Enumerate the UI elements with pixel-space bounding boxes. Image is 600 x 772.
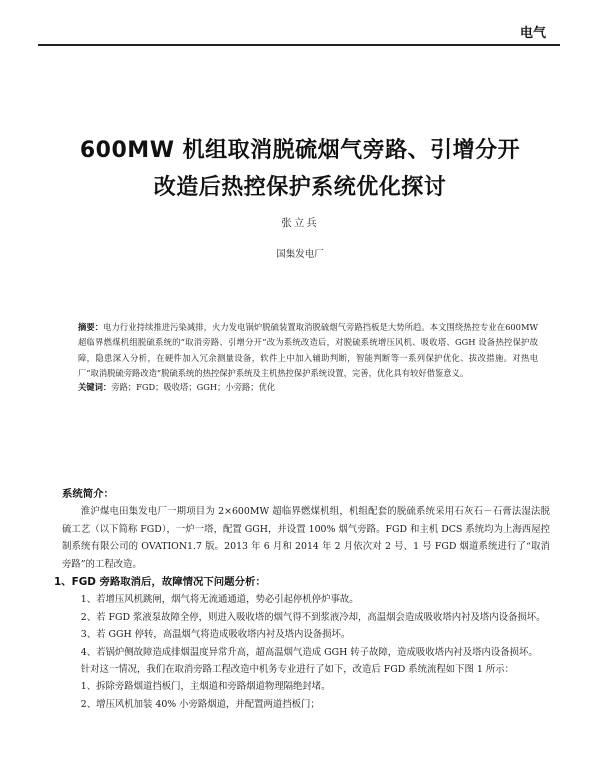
- followup-paragraph: 针对这一情况，我们在取消旁路工程改造中机务专业进行了如下，改造后 FGD 系统流程如下图 1 所示：: [80, 664, 514, 676]
- article-title-line-1: 600MW 机组取消脱硫烟气旁路、引增分开: [79, 138, 521, 163]
- keywords-block: [78, 380, 538, 395]
- header-divider: [38, 44, 560, 46]
- list-item: 4、若锅炉侧故障造成排烟温度异常升高，超高温烟气造成 GGH 转子故障，造成吸收塔内衬及塔内设备损坏。: [80, 646, 538, 658]
- abstract-text: 电力行业持续推进污染减排，火力发电锅炉脱硫装置取消脱硫烟气旁路挡板是大势所趋。本文围绕热控专业在600MW 超临界燃煤机组脱硫系统的“取消旁路、引增分开”改为系统改造后，对脱硫系统增压风机、吸收塔、GGH 设备热控保护故障，隐患深入分析，在硬件加入冗余测量设备，软件上中加入辅助判断，智能判断等一系列保护优化、拔改措施。对热电厂“取消脱硫旁路改造”脱硫系统的热控保护系统及主机热控保护系统设置，完善，优化具有较好借鉴意义。: [78, 322, 538, 379]
- article-body: [54, 486, 550, 713]
- abstract-label: 摘要：: [78, 322, 104, 332]
- list-item: 1、拆除旁路烟道挡板门，主烟道和旁路烟道物理隔绝封堵。: [80, 681, 331, 693]
- keywords-label: 关键词：: [78, 382, 112, 392]
- keywords-text: 旁路；FGD；吸收塔；GGH；小旁路；优化: [111, 382, 276, 392]
- list-item: 1、若增压风机跳闸，烟气将无流通通道，势必引起停机停炉事故。: [80, 594, 359, 606]
- journal-section-tag: 电气: [519, 26, 546, 41]
- intro-paragraph: 淮沪煤电田集发电厂一期项目为 2×600MW 超临界燃煤机组，机组配套的脱硫系统采用石灰石－石膏法湿法脱硫工艺（以下简称 FGD），一炉一塔，配置 GGH，并设置 100% 烟气旁路。FGD 和主机 DCS 系统均为上海西屋控制系统有限公司的 OVATION1.7 版。2013 年 6 月和 2014 年 2 月依次对 2 号、1 号 FGD 烟道系统进行了“取消旁路”的工程改造。: [62, 506, 550, 570]
- article-title-line-2: 改造后热控保护系统优化探讨: [153, 175, 447, 200]
- intro-heading: 系统简介：: [62, 488, 114, 500]
- abstract-block: [78, 320, 538, 382]
- list-item: 3、若 GGH 停转，高温烟气将造成吸收塔内衬及塔内设备损坏。: [80, 629, 351, 641]
- list-item: 2、增压风机加装 40% 小旁路烟道，并配置两道挡板门；: [80, 698, 320, 710]
- section-1-heading: 1、FGD 旁路取消后，故障情况下问题分析：: [54, 576, 266, 589]
- author-name: 张立兵: [281, 217, 319, 229]
- author-affiliation: 国集发电厂: [276, 249, 324, 260]
- list-item: 2、若 FGD 浆液泵故障全停，则进入吸收塔的烟气得不到浆液冷却，高温烟会造成吸收塔内衬及塔内设备损坏。: [80, 611, 546, 623]
